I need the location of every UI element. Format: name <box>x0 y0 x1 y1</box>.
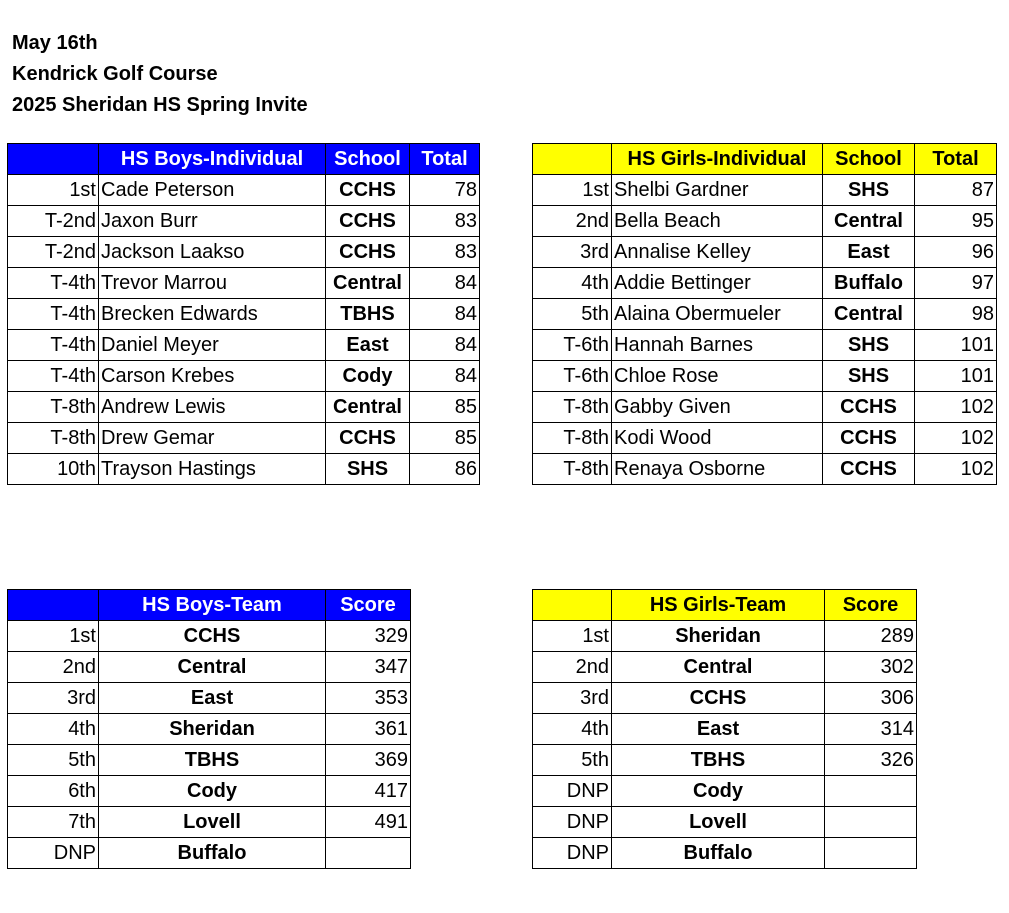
player-name-cell: Trevor Marrou <box>99 268 326 299</box>
table-row <box>8 361 480 392</box>
player-name-cell: Cade Peterson <box>99 175 326 206</box>
team-name-cell: Cody <box>612 776 825 807</box>
table-row <box>8 237 480 268</box>
place-cell: 3rd <box>533 683 612 714</box>
player-name-cell: Drew Gemar <box>99 423 326 454</box>
score-cell: 84 <box>410 268 480 299</box>
team-name-cell: Cody <box>99 776 326 807</box>
table-row <box>8 714 411 745</box>
header-row <box>533 590 917 621</box>
player-name-cell: Daniel Meyer <box>99 330 326 361</box>
table-row <box>8 807 411 838</box>
score-cell: 361 <box>326 714 411 745</box>
team-name-cell: Central <box>99 652 326 683</box>
place-cell: T-8th <box>533 392 612 423</box>
school-cell: Cody <box>326 361 410 392</box>
school-cell: Central <box>326 268 410 299</box>
table-row <box>533 237 997 268</box>
team-name-cell: Sheridan <box>612 621 825 652</box>
score-cell: 84 <box>410 330 480 361</box>
score-cell: 101 <box>915 330 997 361</box>
table-row <box>533 299 997 330</box>
school-cell: Central <box>326 392 410 423</box>
team-name-cell: Lovell <box>612 807 825 838</box>
column-header <box>533 144 612 175</box>
school-cell: CCHS <box>823 423 915 454</box>
player-name-cell: Chloe Rose <box>612 361 823 392</box>
column-header <box>8 590 99 621</box>
column-header <box>533 590 612 621</box>
player-name-cell: Shelbi Gardner <box>612 175 823 206</box>
table-row <box>8 330 480 361</box>
place-cell: 2nd <box>533 206 612 237</box>
player-name-cell: Trayson Hastings <box>99 454 326 485</box>
place-cell: T-8th <box>8 423 99 454</box>
score-cell: 85 <box>410 423 480 454</box>
place-cell: 1st <box>533 175 612 206</box>
table-row <box>533 745 917 776</box>
team-name-cell: TBHS <box>99 745 326 776</box>
school-cell: Buffalo <box>823 268 915 299</box>
table-row <box>8 745 411 776</box>
column-header: HS Boys-Individual <box>99 144 326 175</box>
place-cell: T-4th <box>8 268 99 299</box>
team-name-cell: Sheridan <box>99 714 326 745</box>
place-cell: DNP <box>8 838 99 869</box>
score-cell <box>326 838 411 869</box>
table-row <box>8 776 411 807</box>
team-name-cell: CCHS <box>612 683 825 714</box>
place-cell: 6th <box>8 776 99 807</box>
player-name-cell: Alaina Obermueler <box>612 299 823 330</box>
school-cell: CCHS <box>823 392 915 423</box>
table-row <box>533 454 997 485</box>
table-row <box>533 652 917 683</box>
boys-individual-table <box>7 143 480 485</box>
place-cell: 4th <box>533 268 612 299</box>
score-cell: 95 <box>915 206 997 237</box>
table-row <box>533 330 997 361</box>
score-cell: 97 <box>915 268 997 299</box>
place-cell: 2nd <box>8 652 99 683</box>
score-cell: 491 <box>326 807 411 838</box>
column-header: School <box>823 144 915 175</box>
school-cell: East <box>326 330 410 361</box>
score-cell <box>825 838 917 869</box>
table-row <box>8 683 411 714</box>
column-header: HS Girls-Individual <box>612 144 823 175</box>
table-row <box>8 652 411 683</box>
school-cell: CCHS <box>326 175 410 206</box>
table-row <box>8 175 480 206</box>
table-row <box>533 838 917 869</box>
player-name-cell: Andrew Lewis <box>99 392 326 423</box>
column-header <box>8 144 99 175</box>
place-cell: 5th <box>8 745 99 776</box>
player-name-cell: Brecken Edwards <box>99 299 326 330</box>
player-name-cell: Hannah Barnes <box>612 330 823 361</box>
place-cell: 2nd <box>533 652 612 683</box>
place-cell: T-2nd <box>8 237 99 268</box>
player-name-cell: Jaxon Burr <box>99 206 326 237</box>
school-cell: TBHS <box>326 299 410 330</box>
place-cell: 1st <box>8 621 99 652</box>
header-row <box>8 590 411 621</box>
table-row <box>533 621 917 652</box>
column-header: Total <box>410 144 480 175</box>
player-name-cell: Kodi Wood <box>612 423 823 454</box>
place-cell: 3rd <box>8 683 99 714</box>
team-name-cell: East <box>612 714 825 745</box>
score-cell: 96 <box>915 237 997 268</box>
school-cell: Central <box>823 299 915 330</box>
girls-individual-table <box>532 143 997 485</box>
team-name-cell: Buffalo <box>99 838 326 869</box>
team-name-cell: Central <box>612 652 825 683</box>
header-row <box>8 144 480 175</box>
place-cell: 4th <box>8 714 99 745</box>
place-cell: 7th <box>8 807 99 838</box>
player-name-cell: Annalise Kelley <box>612 237 823 268</box>
table-row <box>8 621 411 652</box>
school-cell: CCHS <box>326 206 410 237</box>
score-cell: 98 <box>915 299 997 330</box>
score-cell: 85 <box>410 392 480 423</box>
school-cell: CCHS <box>823 454 915 485</box>
course-name: Kendrick Golf Course <box>12 63 218 85</box>
event-date: May 16th <box>12 32 98 54</box>
school-cell: SHS <box>823 330 915 361</box>
score-cell: 329 <box>326 621 411 652</box>
score-cell <box>825 776 917 807</box>
table-row <box>533 361 997 392</box>
table-row <box>533 175 997 206</box>
score-cell: 83 <box>410 206 480 237</box>
place-cell: T-8th <box>8 392 99 423</box>
score-cell: 289 <box>825 621 917 652</box>
page-header <box>12 28 308 121</box>
score-cell: 353 <box>326 683 411 714</box>
score-cell: 102 <box>915 423 997 454</box>
place-cell: DNP <box>533 838 612 869</box>
place-cell: T-6th <box>533 330 612 361</box>
score-cell: 369 <box>326 745 411 776</box>
score-cell: 102 <box>915 392 997 423</box>
score-cell: 306 <box>825 683 917 714</box>
header-row <box>533 144 997 175</box>
player-name-cell: Renaya Osborne <box>612 454 823 485</box>
column-header: Score <box>326 590 411 621</box>
score-cell <box>825 807 917 838</box>
table-row <box>533 423 997 454</box>
column-header: HS Girls-Team <box>612 590 825 621</box>
score-cell: 87 <box>915 175 997 206</box>
school-cell: East <box>823 237 915 268</box>
column-header: HS Boys-Team <box>99 590 326 621</box>
table-row <box>8 392 480 423</box>
score-cell: 86 <box>410 454 480 485</box>
place-cell: T-8th <box>533 423 612 454</box>
score-cell: 102 <box>915 454 997 485</box>
table-row <box>533 807 917 838</box>
team-name-cell: East <box>99 683 326 714</box>
place-cell: 5th <box>533 299 612 330</box>
player-name-cell: Gabby Given <box>612 392 823 423</box>
place-cell: 1st <box>8 175 99 206</box>
score-cell: 326 <box>825 745 917 776</box>
team-name-cell: CCHS <box>99 621 326 652</box>
boys-team-table <box>7 589 411 869</box>
school-cell: Central <box>823 206 915 237</box>
score-cell: 302 <box>825 652 917 683</box>
table-row <box>8 268 480 299</box>
score-cell: 101 <box>915 361 997 392</box>
place-cell: 5th <box>533 745 612 776</box>
column-header: Score <box>825 590 917 621</box>
score-cell: 78 <box>410 175 480 206</box>
place-cell: DNP <box>533 776 612 807</box>
team-name-cell: Buffalo <box>612 838 825 869</box>
table-row <box>8 299 480 330</box>
place-cell: 4th <box>533 714 612 745</box>
place-cell: DNP <box>533 807 612 838</box>
place-cell: 10th <box>8 454 99 485</box>
team-name-cell: Lovell <box>99 807 326 838</box>
place-cell: T-4th <box>8 299 99 330</box>
school-cell: CCHS <box>326 423 410 454</box>
table-row <box>8 423 480 454</box>
place-cell: T-8th <box>533 454 612 485</box>
player-name-cell: Addie Bettinger <box>612 268 823 299</box>
place-cell: T-4th <box>8 361 99 392</box>
table-row <box>533 392 997 423</box>
table-row <box>533 683 917 714</box>
school-cell: SHS <box>326 454 410 485</box>
score-cell: 314 <box>825 714 917 745</box>
table-row <box>533 776 917 807</box>
school-cell: SHS <box>823 175 915 206</box>
player-name-cell: Jackson Laakso <box>99 237 326 268</box>
score-cell: 83 <box>410 237 480 268</box>
table-row <box>8 454 480 485</box>
table-row <box>533 206 997 237</box>
place-cell: 1st <box>533 621 612 652</box>
girls-team-table <box>532 589 917 869</box>
place-cell: T-6th <box>533 361 612 392</box>
table-row <box>533 268 997 299</box>
table-row <box>8 838 411 869</box>
score-cell: 84 <box>410 299 480 330</box>
team-name-cell: TBHS <box>612 745 825 776</box>
event-title: 2025 Sheridan HS Spring Invite <box>12 94 308 116</box>
score-cell: 347 <box>326 652 411 683</box>
score-cell: 84 <box>410 361 480 392</box>
place-cell: T-2nd <box>8 206 99 237</box>
player-name-cell: Carson Krebes <box>99 361 326 392</box>
column-header: School <box>326 144 410 175</box>
table-row <box>8 206 480 237</box>
score-cell: 417 <box>326 776 411 807</box>
column-header: Total <box>915 144 997 175</box>
school-cell: CCHS <box>326 237 410 268</box>
school-cell: SHS <box>823 361 915 392</box>
table-row <box>533 714 917 745</box>
player-name-cell: Bella Beach <box>612 206 823 237</box>
place-cell: T-4th <box>8 330 99 361</box>
place-cell: 3rd <box>533 237 612 268</box>
